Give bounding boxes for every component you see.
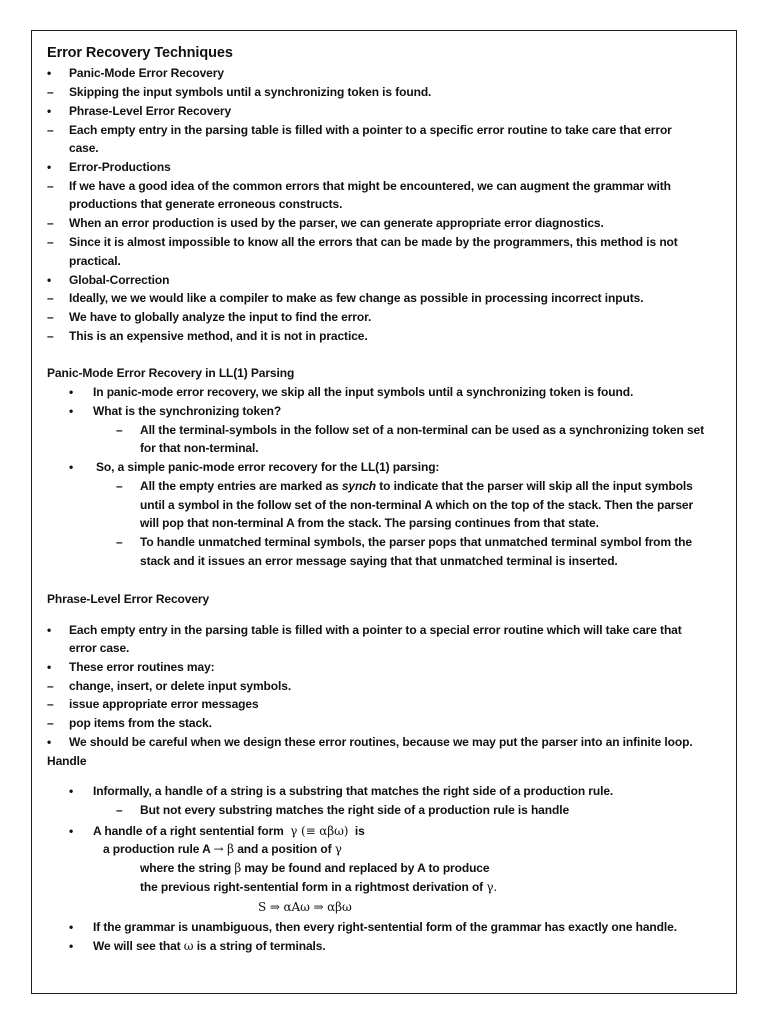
bullet-marker: • [47, 735, 52, 749]
math-gamma-def: γ (≡ αβω) [290, 824, 349, 838]
list-item-continuation [103, 842, 342, 856]
bullet-marker: • [69, 385, 74, 399]
sub-list-item-continuation: for that non-terminal. [140, 441, 259, 455]
dash-marker: – [116, 423, 123, 437]
section-heading-phrase-level: Phrase-Level Error Recovery [47, 592, 210, 606]
dash-marker: – [116, 803, 123, 817]
list-item: These error routines may: [69, 660, 215, 674]
bullet-marker: • [69, 920, 74, 934]
sub-list-item-continuation: until a symbol in the follow set of the non-terminal A which on the top of the stack. Then the parser [140, 498, 694, 512]
bullet-marker: • [69, 460, 74, 474]
list-item [93, 939, 326, 953]
dash-marker: – [47, 85, 54, 99]
sub-list-item-continuation: will pop that non-terminal A from the stack. The parsing continues from that state. [140, 516, 599, 530]
list-item: Informally, a handle of a string is a substring that matches the right side of a production rule. [93, 784, 614, 798]
dash-marker: – [47, 123, 54, 137]
list-item-continuation: practical. [69, 254, 121, 268]
dash-marker: – [116, 535, 123, 549]
sub-list-item: But not every substring matches the right side of a production rule is handle [140, 803, 570, 817]
math-arrow-beta: → β [213, 842, 234, 856]
math-gamma: γ. [486, 880, 498, 894]
list-item-continuation: case. [69, 141, 99, 155]
math-gamma: γ [334, 842, 342, 856]
list-item: Panic-Mode Error Recovery [69, 66, 224, 80]
bullet-marker: • [47, 66, 52, 80]
list-item-continuation [140, 861, 489, 875]
dash-marker: – [47, 310, 54, 324]
sub-list-item [140, 479, 693, 493]
sub-list-item: To handle unmatched terminal symbols, the parser pops that unmatched terminal symbol from the [140, 535, 692, 549]
list-item: What is the synchronizing token? [93, 404, 282, 418]
derivation-formula: S ⇒ αAω ⇒ αβω [258, 900, 352, 914]
list-item-continuation [140, 880, 497, 894]
dash-marker: – [47, 716, 54, 730]
text-run: A handle of a right sentential form [93, 824, 284, 838]
bullet-marker: • [69, 404, 74, 418]
bullet-marker: • [69, 939, 74, 953]
dash-marker: – [47, 179, 54, 193]
bullet-marker: • [69, 824, 74, 838]
sub-list-item-continuation: stack and it issues an error message saying that that unmatched terminal is inserted. [140, 554, 618, 568]
list-item-continuation: productions that generate erroneous constructs. [69, 197, 343, 211]
text-run: is a string of terminals. [196, 939, 326, 953]
list-item: change, insert, or delete input symbols. [69, 679, 292, 693]
section-heading-panic-mode: Panic-Mode Error Recovery in LL(1) Parsing [47, 366, 295, 380]
list-item: Skipping the input symbols until a synchronizing token is found. [69, 85, 432, 99]
math-omega: ω [183, 939, 194, 953]
list-item: Each empty entry in the parsing table is filled with a pointer to a special error routine which will take care that [69, 623, 682, 637]
list-item: When an error production is used by the parser, we can generate appropriate error diagnostics. [69, 216, 604, 230]
list-item: In panic-mode error recovery, we skip all the input symbols until a synchronizing token is found. [93, 385, 634, 399]
list-item: Since it is almost impossible to know all the errors that can be made by the programmers, this method is not [69, 235, 678, 249]
dash-marker: – [47, 291, 54, 305]
document-title: Error Recovery Techniques [47, 45, 233, 61]
list-item: Phrase-Level Error Recovery [69, 104, 232, 118]
dash-marker: – [47, 697, 54, 711]
sub-list-item: All the terminal-symbols in the follow set of a non-terminal can be used as a synchronizing token set [140, 423, 705, 437]
dash-marker: – [116, 479, 123, 493]
bullet-marker: • [47, 104, 52, 118]
list-item: Ideally, we we would like a compiler to make as few change as possible in processing incorrect inputs. [69, 291, 644, 305]
section-heading-handle: Handle [47, 754, 87, 768]
text-run: a production rule A [103, 842, 211, 856]
list-item: pop items from the stack. [69, 716, 212, 730]
list-item: Global-Correction [69, 273, 170, 287]
bullet-marker: • [47, 623, 52, 637]
text-run: All the empty entries are marked as [140, 479, 339, 493]
text-run: the previous right-sentential form in a rightmost derivation of [140, 880, 484, 894]
text-run: may be found and replaced by A to produce [244, 861, 490, 875]
dash-marker: – [47, 679, 54, 693]
bullet-marker: • [47, 160, 52, 174]
text-run: to indicate that the parser will skip all the input symbols [379, 479, 693, 493]
text-run: is [354, 824, 365, 838]
text-run: We will see that [93, 939, 181, 953]
list-item: Each empty entry in the parsing table is filled with a pointer to a specific error routine to take care that error [69, 123, 672, 137]
list-item: If we have a good idea of the common errors that might be encountered, we can augment the grammar with [69, 179, 671, 193]
list-item: issue appropriate error messages [69, 697, 259, 711]
text-run: and a position of [237, 842, 332, 856]
text-run: where the string [140, 861, 232, 875]
list-item: This is an expensive method, and it is not in practice. [69, 329, 368, 343]
list-item: So, a simple panic-mode error recovery for the LL(1) parsing: [96, 460, 440, 474]
bullet-marker: • [47, 273, 52, 287]
math-beta: β [234, 861, 242, 875]
list-item: Error-Productions [69, 160, 171, 174]
dash-marker: – [47, 329, 54, 343]
list-item: We should be careful when we design these error routines, because we may put the parser into an infinite loop. [69, 735, 693, 749]
list-item-continuation: error case. [69, 641, 130, 655]
list-item: If the grammar is unambiguous, then every right-sentential form of the grammar has exactly one handle. [93, 920, 677, 934]
list-item [93, 824, 365, 838]
synch-keyword: synch [341, 479, 377, 493]
bullet-marker: • [69, 784, 74, 798]
dash-marker: – [47, 216, 54, 230]
dash-marker: – [47, 235, 54, 249]
list-item: We have to globally analyze the input to find the error. [69, 310, 372, 324]
bullet-marker: • [47, 660, 52, 674]
